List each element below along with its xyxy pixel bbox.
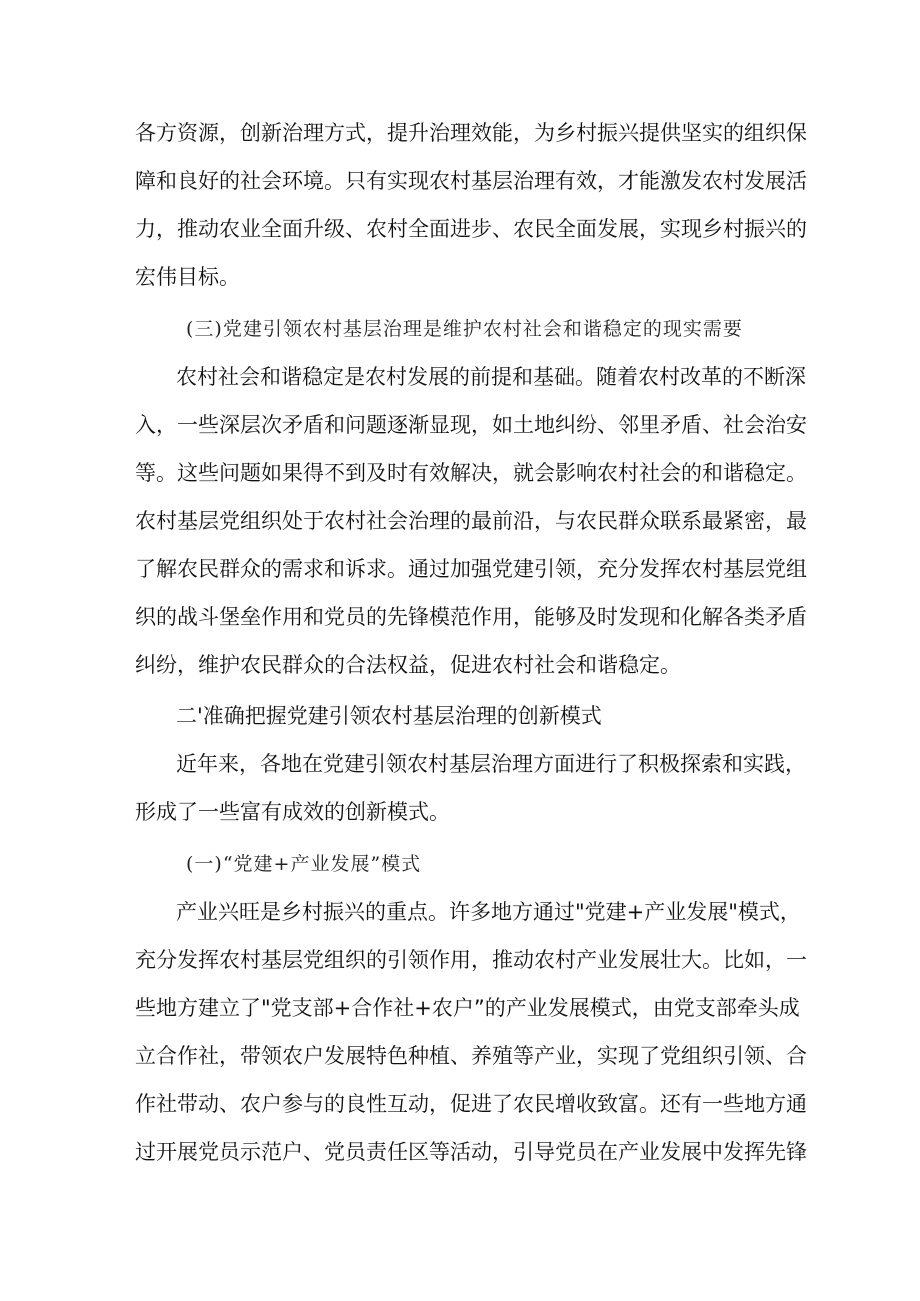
paragraph-line: 宏伟目标。 [135, 265, 240, 289]
section-subheading: (一)“党建+产业发展”模式 [186, 853, 422, 875]
paragraph-line: 立合作社，带领农户发展特色种植、养殖等产业，实现了党组织引领、合 [135, 1044, 807, 1068]
section-subheading: (三)党建引领农村基层治理是维护农村社会和谐稳定的现实需要 [186, 318, 743, 340]
paragraph-line: 力，推动农业全面升级、农村全面进步、农民全面发展，实现乡村振兴的 [135, 217, 807, 241]
paragraph-line: 纠纷，维护农民群众的合法权益，促进农村社会和谐稳定。 [135, 653, 681, 677]
paragraph-line: 些地方建立了"党支部+合作社+农户”的产业发展模式，由党支部牵头成 [135, 996, 800, 1020]
paragraph-line: 充分发挥农村基层党组织的引领作用，推动农村产业发展壮大。比如，一 [135, 948, 807, 972]
paragraph-line: 农村社会和谐稳定是农村发展的前提和基础。随着农村改革的不断深 [176, 365, 806, 389]
paragraph-line: 织的战斗堡垒作用和党员的先锋模范作用，能够及时发现和化解各类矛盾 [135, 605, 807, 629]
paragraph-line: 障和良好的社会环境。只有实现农村基层治理有效，才能激发农村发展活 [135, 169, 807, 193]
paragraph-line: 了解农民群众的需求和诉求。通过加强党建引领，充分发挥农村基层党组 [135, 557, 807, 581]
paragraph-line: 各方资源，创新治理方式，提升治理效能，为乡村振兴提供坚实的组织保 [135, 121, 807, 145]
paragraph-line: 过开展党员示范户、党员责任区等活动，引导党员在产业发展中发挥先锋 [135, 1140, 807, 1164]
paragraph-line: 农村基层党组织处于农村社会治理的最前沿，与农民群众联系最紧密，最 [135, 509, 807, 533]
paragraph-line: 产业兴旺是乡村振兴的重点。许多地方通过"党建+产业发展"模式， [176, 900, 801, 924]
paragraph-line: 作社带动、农户参与的良性互动，促进了农民增收致富。还有一些地方通 [135, 1092, 807, 1116]
paragraph-line: 近年来，各地在党建引领农村基层治理方面进行了积极探索和实践， [176, 752, 806, 776]
paragraph-line: 等。这些问题如果得不到及时有效解决，就会影响农村社会的和谐稳定。 [135, 461, 807, 485]
section-heading: 二'准确把握党建引领农村基层治理的创新模式 [176, 704, 602, 728]
paragraph-line: 入，一些深层次矛盾和问题逐渐显现，如土地纠纷、邻里矛盾、社会治安 [135, 413, 807, 437]
paragraph-line: 形成了一些富有成效的创新模式。 [135, 800, 450, 824]
